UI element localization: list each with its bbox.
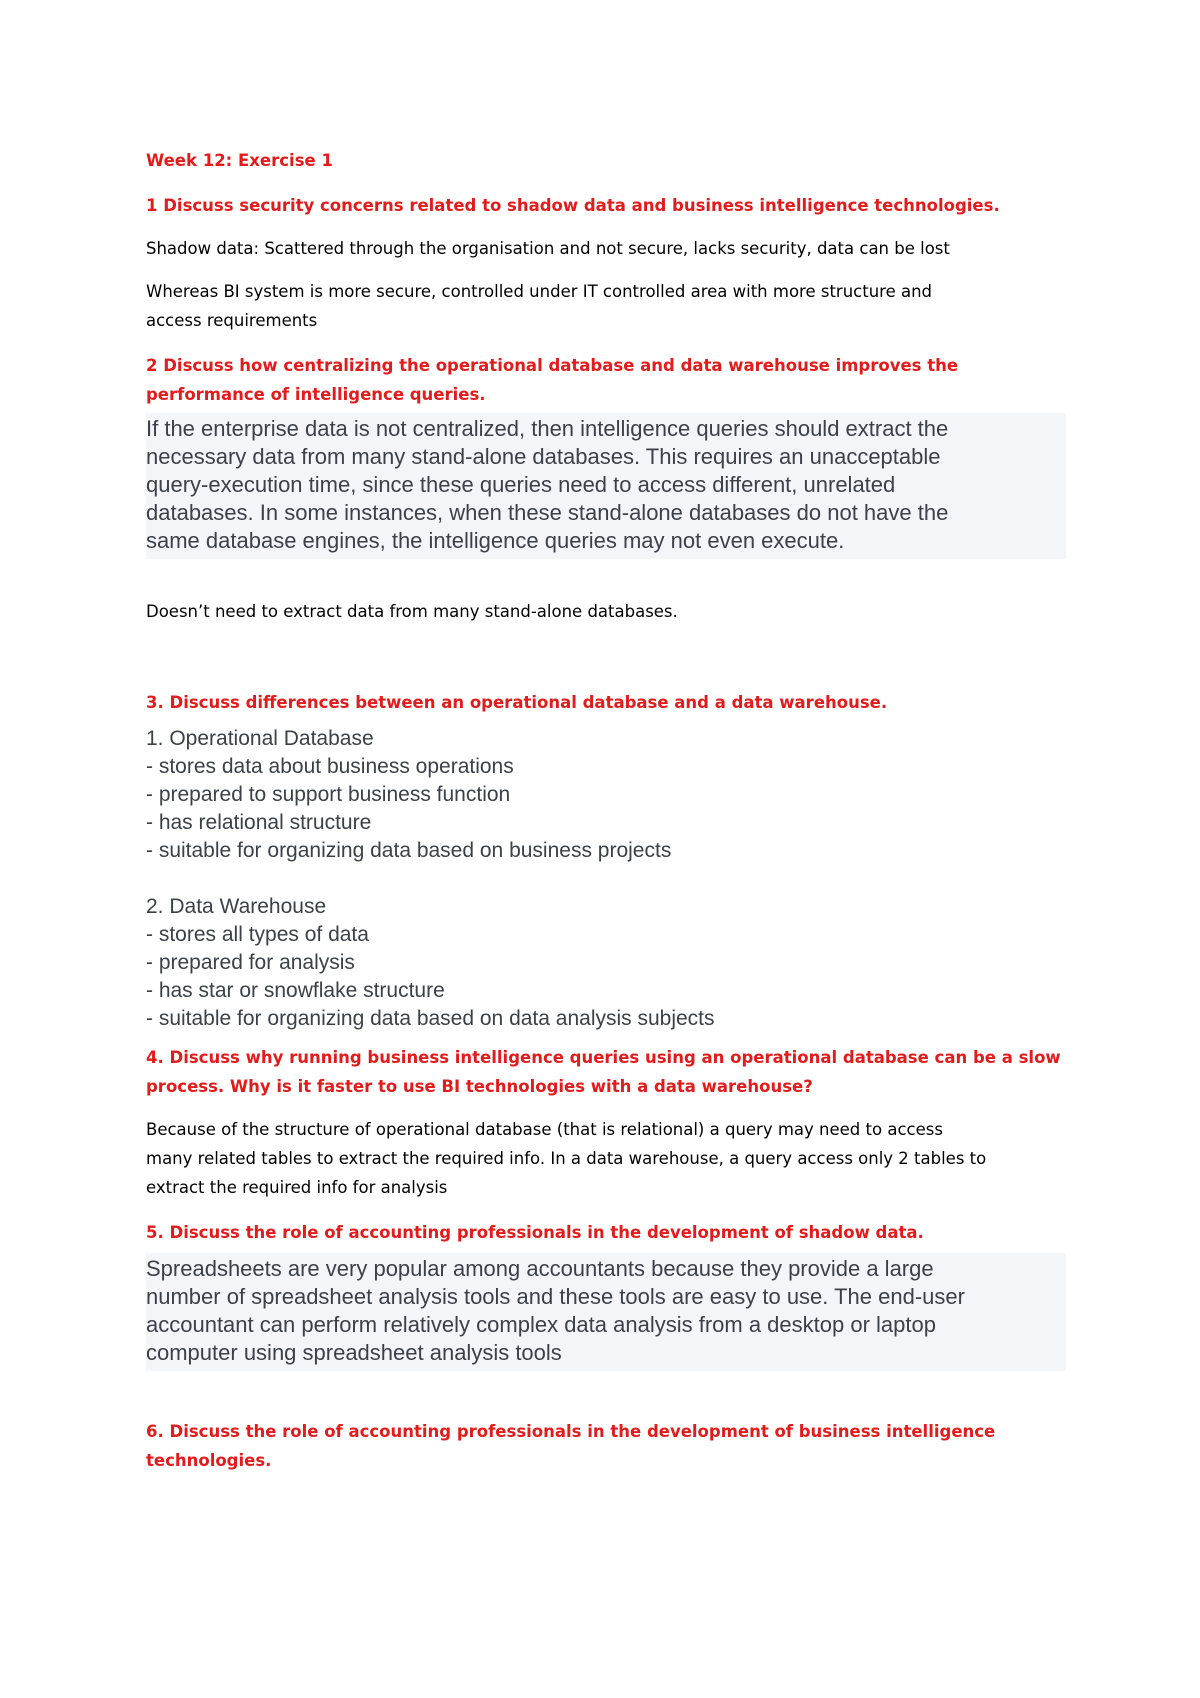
question-5-heading: 5. Discuss the role of accounting professionals in the development of shadow data. bbox=[146, 1223, 924, 1242]
text-line: performance of intelligence queries. bbox=[146, 385, 486, 404]
list-item: - suitable for organizing data based on business projects bbox=[146, 839, 672, 862]
quote-line: computer using spreadsheet analysis tools bbox=[146, 1340, 562, 1365]
list-item: - stores data about business operations bbox=[146, 755, 514, 778]
question-1-answer-1: Shadow data: Scattered through the organisation and not secure, lacks security, data can be lost bbox=[146, 239, 950, 258]
document-body bbox=[146, 146, 1066, 1475]
quote-line: number of spreadsheet analysis tools and these tools are easy to use. The end-user bbox=[146, 1284, 965, 1309]
question-4-answer bbox=[146, 1115, 1066, 1202]
quote-line: Spreadsheets are very popular among accountants because they provide a large bbox=[146, 1256, 934, 1281]
text-line: process. Why is it faster to use BI technologies with a data warehouse? bbox=[146, 1077, 813, 1096]
quote-line: If the enterprise data is not centralized, then intelligence queries should extract the bbox=[146, 416, 949, 441]
data-warehouse-list bbox=[146, 893, 1066, 1033]
text-line: Because of the structure of operational database (that is relational) a query may need to access bbox=[146, 1120, 943, 1139]
text-line: many related tables to extract the required info. In a data warehouse, a query access only 2 tables to bbox=[146, 1149, 987, 1168]
list-item: - stores all types of data bbox=[146, 923, 369, 946]
list-item: 2. Data Warehouse bbox=[146, 895, 327, 918]
text-line: technologies. bbox=[146, 1451, 272, 1470]
question-5-quote bbox=[146, 1253, 1066, 1371]
question-4-heading bbox=[146, 1043, 1066, 1101]
question-1-heading: 1 Discuss security concerns related to shadow data and business intelligence technologies. bbox=[146, 196, 1000, 215]
question-1-answer-2 bbox=[146, 277, 1066, 335]
list-item: 1. Operational Database bbox=[146, 727, 374, 750]
text-line: access requirements bbox=[146, 311, 318, 330]
document-title: Week 12: Exercise 1 bbox=[146, 151, 333, 170]
text-line: 6. Discuss the role of accounting professionals in the development of business intelligence bbox=[146, 1422, 996, 1441]
text-line: extract the required info for analysis bbox=[146, 1178, 448, 1197]
list-item: - has star or snowflake structure bbox=[146, 979, 445, 1002]
list-item: - has relational structure bbox=[146, 811, 372, 834]
list-item: - prepared to support business function bbox=[146, 783, 511, 806]
list-item: - prepared for analysis bbox=[146, 951, 355, 974]
question-2-quote bbox=[146, 413, 1066, 559]
quote-line: accountant can perform relatively complex data analysis from a desktop or laptop bbox=[146, 1312, 936, 1337]
operational-database-list bbox=[146, 725, 1066, 865]
question-6-heading bbox=[146, 1417, 1066, 1475]
quote-line: databases. In some instances, when these stand-alone databases do not have the bbox=[146, 500, 949, 525]
text-line: 4. Discuss why running business intelligence queries using an operational database can be a slow bbox=[146, 1048, 1061, 1067]
quote-line: same database engines, the intelligence queries may not even execute. bbox=[146, 528, 845, 553]
text-line: Whereas BI system is more secure, controlled under IT controlled area with more structure and bbox=[146, 282, 933, 301]
question-2-heading bbox=[146, 351, 1066, 409]
question-2-answer: Doesn’t need to extract data from many stand-alone databases. bbox=[146, 602, 678, 621]
quote-line: query-execution time, since these queries need to access different, unrelated bbox=[146, 472, 896, 497]
quote-line: necessary data from many stand-alone databases. This requires an unacceptable bbox=[146, 444, 941, 469]
text-line: 2 Discuss how centralizing the operational database and data warehouse improves the bbox=[146, 356, 959, 375]
list-item: - suitable for organizing data based on data analysis subjects bbox=[146, 1007, 715, 1030]
question-3-heading: 3. Discuss differences between an operational database and a data warehouse. bbox=[146, 693, 888, 712]
